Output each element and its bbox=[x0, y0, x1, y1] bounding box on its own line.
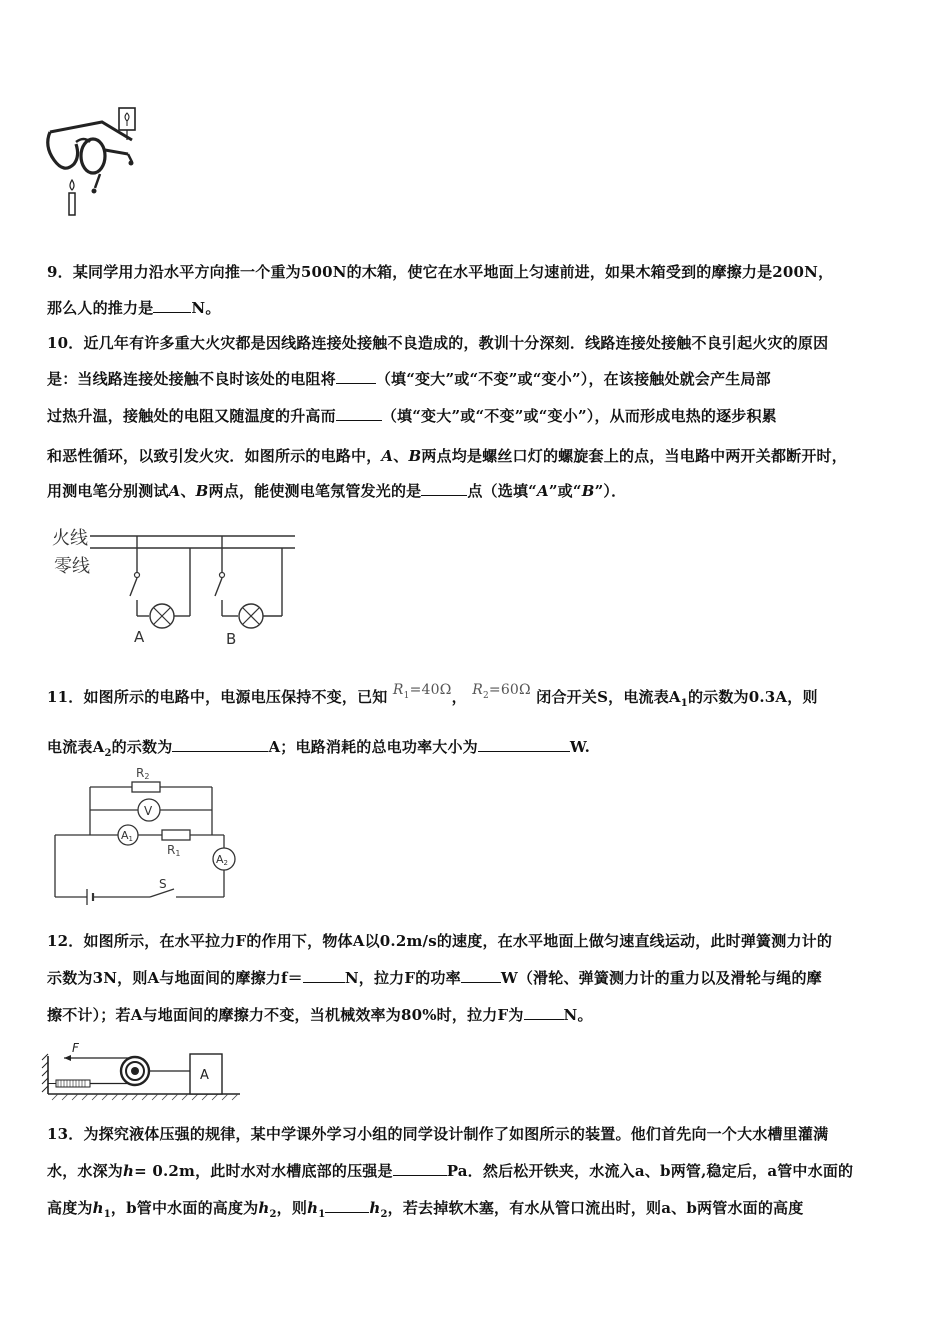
point-a-label: A bbox=[134, 628, 145, 646]
q13-text: 水，水深为 bbox=[47, 1162, 124, 1180]
q11-blank-1[interactable] bbox=[172, 737, 268, 752]
q12-blank-1[interactable] bbox=[303, 968, 345, 983]
r1-formula: $R_1=40\Omega$ bbox=[392, 682, 452, 701]
q13-blank-2[interactable] bbox=[325, 1198, 369, 1213]
q10-point-a: A bbox=[168, 482, 181, 500]
q13-h2: h bbox=[369, 1199, 381, 1217]
q10-line5 bbox=[47, 481, 626, 501]
q12-blank-2[interactable] bbox=[461, 968, 501, 983]
q13-text: ，b管中水面的高度为 bbox=[110, 1199, 259, 1217]
force-label: F bbox=[72, 1041, 79, 1055]
q13-line1: 13．为探究液体压强的规律，某中学课外学习小组的同学设计制作了如图所示的装置。他们首先向一个大水槽里灌满 bbox=[47, 1125, 829, 1143]
q11-text: 的示数为 bbox=[111, 738, 173, 756]
q10-text: 点（选填“ bbox=[467, 482, 537, 500]
q13-text: ，若去掉软木塞，有水从管口流出时，则a、b两管水面的高度 bbox=[387, 1199, 804, 1217]
q9-line2 bbox=[47, 298, 221, 318]
q12-text: N。 bbox=[563, 1006, 593, 1024]
q12-line1: 12．如图所示，在水平拉力F的作用下，物体A以0.2m/s的速度，在水平地面上做匀速直线运动，此时弹簧测力计的 bbox=[47, 932, 833, 950]
q13-h1: h bbox=[307, 1199, 319, 1217]
q10-text: 过热升温，接触处的电阻又随温度的升高而 bbox=[47, 407, 336, 425]
q10-option-a: A bbox=[537, 482, 549, 500]
q9-line1: 9．某同学用力沿水平方向推一个重为500N的木箱，使它在水平地面上匀速前进，如果木箱受到的摩擦力是200N， bbox=[47, 263, 834, 281]
q12-text: N，拉力F的功率 bbox=[344, 969, 461, 987]
q12-line2 bbox=[47, 968, 822, 988]
live-wire-label: 火线 bbox=[52, 528, 88, 549]
q12-text: W（滑轮、弹簧测力计的重力以及滑轮与绳的摩 bbox=[500, 969, 822, 987]
q13-text: = 0.2m，此时水对水槽底部的压强是 bbox=[134, 1162, 393, 1180]
q13-line3: 高度为$h_1$，b管中水面的高度为$h_2$，则$h_1$ $h_2$，若去掉软木塞，有水从管口流出时，则a、b两管水面的高度 bbox=[47, 1199, 804, 1220]
q10-point-b: B bbox=[195, 482, 209, 500]
q10-text: 和恶性循环，以致引发火灾．如图所示的电路中， bbox=[47, 447, 382, 465]
q10-blank-2[interactable] bbox=[336, 406, 382, 421]
switch-label: S bbox=[159, 877, 167, 891]
q10-text: ”）． bbox=[594, 482, 627, 500]
q12-blank-3[interactable] bbox=[524, 1005, 564, 1020]
glasses-candle-figure bbox=[40, 100, 150, 225]
q11-text: A；电路消耗的总电功率大小为 bbox=[268, 738, 478, 756]
q13-text: 高度为 bbox=[47, 1199, 93, 1217]
q13-line2 bbox=[47, 1161, 853, 1181]
q11-text: 11．如图所示的电路中，电源电压保持不变，已知 bbox=[47, 688, 388, 706]
q11-text: 闭合开关S，电流表A bbox=[536, 688, 681, 706]
q10-text: 、 bbox=[180, 482, 196, 500]
q13-blank-1[interactable] bbox=[393, 1161, 447, 1176]
q10-circuit-figure bbox=[50, 520, 300, 650]
q10-text: （填“变大”或“不变”或“变小”），从而形成电热的逐步积累 bbox=[381, 407, 777, 425]
q12-text: 擦不计）；若A与地面间的摩擦力不变，当机械效率为80%时，拉力F为 bbox=[47, 1006, 524, 1024]
q11-line2: 电流表$A_2$的示数为 A；电路消耗的总电功率大小为 W. bbox=[47, 738, 591, 759]
r1-label: R1 bbox=[167, 843, 181, 858]
q13-h2: h bbox=[258, 1199, 270, 1217]
q10-text: 、 bbox=[393, 447, 409, 465]
q10-text: 用测电笔分别测试 bbox=[47, 482, 169, 500]
neutral-wire-label: 零线 bbox=[54, 556, 90, 577]
q11-text: W. bbox=[569, 738, 591, 756]
q10-text: ”或“ bbox=[548, 482, 582, 500]
q10-point-b: B bbox=[408, 447, 422, 465]
point-b-label: B bbox=[226, 630, 237, 648]
q12-pulley-figure bbox=[42, 1040, 247, 1102]
ammeter2-label: A2 bbox=[216, 853, 228, 867]
q9-answer-blank[interactable] bbox=[153, 298, 191, 313]
r2-label: R2 bbox=[136, 766, 150, 781]
q13-h: h bbox=[123, 1162, 135, 1180]
q11-text: 电流表A bbox=[47, 738, 105, 756]
q11-comma: ， bbox=[451, 688, 467, 706]
q10-point-a: A bbox=[381, 447, 394, 465]
q11-blank-2[interactable] bbox=[478, 737, 570, 752]
q13-h1: h bbox=[92, 1199, 104, 1217]
q10-text: 两点均是螺丝口灯的螺旋套上的点，当电路中两开关都断开时， bbox=[421, 447, 847, 465]
voltmeter-label: V bbox=[144, 804, 153, 818]
q12-line3 bbox=[47, 1005, 593, 1025]
q10-option-b: B bbox=[581, 482, 595, 500]
q10-text: 两点，能使测电笔氖管发光的是 bbox=[208, 482, 422, 500]
q10-line4 bbox=[47, 446, 847, 466]
q11-text: 的示数为0.3A，则 bbox=[687, 688, 818, 706]
q11-circuit-figure bbox=[50, 765, 250, 905]
q11-line1: 11．如图所示的电路中，电源电压保持不变，已知 $R_1=40\Omega$， $R_2=60\Omega$ 闭合开关S，电流表$A_1$的示数为0.3A，则 bbox=[47, 682, 818, 709]
block-a-label: A bbox=[200, 1068, 209, 1083]
q10-line2 bbox=[47, 369, 771, 389]
r2-formula: $R_2=60\Omega$ bbox=[472, 682, 531, 701]
ammeter1-label: A1 bbox=[121, 829, 133, 843]
q10-text: （填“变大”或“不变”或“变小”），在该接触处就会产生局部 bbox=[375, 370, 771, 388]
q10-line1: 10．近几年有许多重大火灾都是因线路连接处接触不良造成的，教训十分深刻．线路连接处接触不良引起火灾的原因 bbox=[47, 334, 829, 352]
q10-line3 bbox=[47, 406, 777, 426]
q13-text: ，则 bbox=[276, 1199, 308, 1217]
q12-text: 示数为3N，则A与地面间的摩擦力f＝ bbox=[47, 969, 303, 987]
q9-text: 那么人的推力是 bbox=[47, 299, 154, 317]
q10-blank-1[interactable] bbox=[336, 369, 376, 384]
q10-blank-3[interactable] bbox=[421, 481, 467, 496]
q10-text: 是：当线路连接处接触不良时该处的电阻将 bbox=[47, 370, 336, 388]
q13-text: Pa．然后松开铁夹，水流入a、b两管,稳定后，a管中水面的 bbox=[446, 1162, 854, 1180]
q9-unit: N。 bbox=[191, 299, 221, 317]
